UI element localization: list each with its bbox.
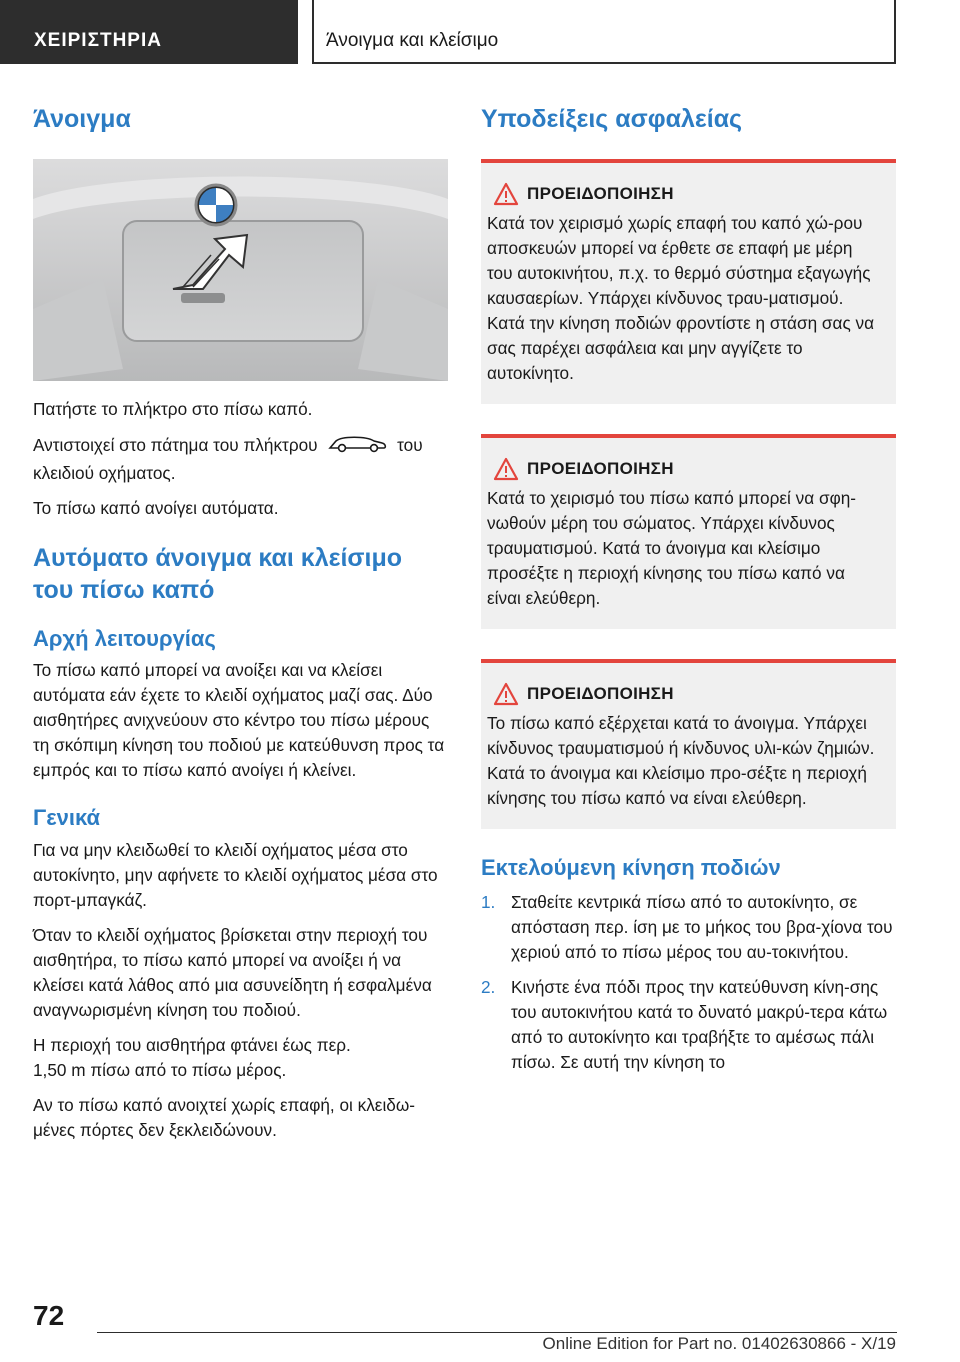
warning-box-3 xyxy=(481,659,896,829)
sensor-range-text-a: Η περιοχή του αισθητήρα φτάνει έως περ. xyxy=(33,1034,351,1055)
warning-box-1 xyxy=(481,159,896,404)
right-column xyxy=(481,100,896,1075)
paragraph-key-equivalent xyxy=(33,432,448,486)
warning-title-text-3: ΠΡΟΕΙΔΟΠΟΙΗΣΗ xyxy=(527,684,674,704)
paragraph-general-3 xyxy=(33,1033,448,1083)
heading-safety: Υποδείξεις ασφαλείας xyxy=(481,105,743,133)
step-text: Κινήστε ένα πόδι προς την κατεύθυνση κίνη-σης του αυτοκινήτου κατά το δυνατό μακρύ-τερα κάτω από το αυτοκίνητο και τραβήξτε το αμέσως πάλι πίσω. Σε αυτή την κίνηση το xyxy=(511,976,888,1072)
paragraph-principle: Το πίσω καπό μπορεί να ανοίξει και να κλείσει αυτόματα εάν έχετε το κλειδί οχήματος μαζί σας. Δύο αισθητήρες ανιχνεύουν στο κέντρο του πίσω μέρους τη σκόπιμη κίνηση του ποδιού με κατεύθυνση προς τα εμπρός και το πίσω καπό ανοίγει ή κλείνει. xyxy=(33,660,445,781)
warning-title-text-2: ΠΡΟΕΙΔΟΠΟΙΗΣΗ xyxy=(527,459,674,479)
warning-box-2 xyxy=(481,434,896,629)
key-text-c: κλειδιού οχήματος. xyxy=(33,463,176,484)
key-text-b: του xyxy=(397,435,423,456)
page-number: 72 xyxy=(33,1300,65,1331)
footer-edition: Online Edition for Part no. 01402630866 - X/19 xyxy=(542,1334,896,1353)
chapter-title: Άνοιγμα και κλείσιμο xyxy=(312,0,896,64)
step-number: 2. xyxy=(481,976,496,997)
warning-triangle-icon xyxy=(493,182,519,206)
tailgate-illustration xyxy=(33,159,448,381)
paragraph-press-button: Πατήστε το πλήκτρο στο πίσω καπό. xyxy=(33,399,313,420)
section-title: ΧΕΙΡΙΣΤΗΡΙΑ xyxy=(0,0,298,64)
heading-auto-open-close: Αυτόματο άνοιγμα και κλείσιμο του πίσω καπό xyxy=(33,544,403,604)
paragraph-general-4: Αν το πίσω καπό ανοιχτεί χωρίς επαφή, οι κλειδω-μένες πόρτες δεν ξεκλειδώνουν. xyxy=(33,1094,416,1140)
step-text: Σταθείτε κεντρικά πίσω από το αυτοκίνητο, σε απόσταση περ. ίση με το μήκος του βρα-χίονα του χεριού από το πίσω μέρος του αυ-τοκινήτου. xyxy=(511,891,893,962)
heading-opening: Άνοιγμα xyxy=(33,105,131,133)
page-header xyxy=(0,0,960,64)
steps-list xyxy=(481,890,896,1075)
warning-text-2: Κατά το χειρισμό του πίσω καπό μπορεί να σφη-νωθούν μέρη του σώματος. Υπάρχει κίνδυνος τραυματισμού. Κατά το άνοιγμα και κλείσιμο προσέξτε η περιοχή κίνησης του πίσω καπό να είναι ελεύθερη. xyxy=(487,488,856,609)
warning-text-3: Το πίσω καπό εξέρχεται κατά το άνοιγμα. Υπάρχει κίνδυνος τραυματισμού ή κίνδυνος υλι-κών ζημιών. Κατά το άνοιγμα και κλείσιμο προ-σέξτε η περιοχή κίνησης του πίσω καπό να είναι ελεύθερη. xyxy=(487,713,875,809)
footer-divider xyxy=(97,1332,897,1333)
left-column xyxy=(33,100,448,1143)
car-key-icon xyxy=(322,432,392,461)
warning-title-text-1: ΠΡΟΕΙΔΟΠΟΙΗΣΗ xyxy=(527,184,674,204)
list-item xyxy=(481,890,896,965)
sensor-range-text-b: 1,50 m πίσω από το πίσω μέρος. xyxy=(33,1059,287,1080)
warning-text-1: Κατά τον χειρισμό χωρίς επαφή του καπό χώ-ρου αποσκευών μπορεί να έρθετε σε επαφή με μέρη του αυτοκινήτου, π.χ. το θερμό σύστημα εξαγωγής καυσαερίων. Υπάρχει κίνδυνος τραυ-ματισμού. Κατά την κίνηση ποδιών φροντίστε η στάση σας να σας παρέχει ασφάλεια και μην αγγίζετε το αυτοκίνητο. xyxy=(487,213,875,384)
warning-title-1 xyxy=(487,181,882,207)
tailgate-photo xyxy=(33,159,448,381)
heading-foot-motion: Εκτελούμενη κίνηση ποδιών xyxy=(481,855,781,881)
step-number: 1. xyxy=(481,891,496,912)
warning-triangle-icon xyxy=(493,682,519,706)
paragraph-general-1: Για να μην κλειδωθεί το κλειδί οχήματος μέσα στο αυτοκίνητο, μην αφήνετε το κλειδί οχήματος μέσα στο πορτ-μπαγκάζ. xyxy=(33,839,438,910)
warning-title-3 xyxy=(487,681,882,707)
warning-title-2 xyxy=(487,456,882,482)
heading-principle: Αρχή λειτουργίας xyxy=(33,625,216,651)
warning-triangle-icon xyxy=(493,457,519,481)
list-item xyxy=(481,975,896,1075)
heading-general: Γενικά xyxy=(33,805,101,831)
key-text-a: Αντιστοιχεί στο πάτημα του πλήκτρου xyxy=(33,435,318,456)
paragraph-general-2: Όταν το κλειδί οχήματος βρίσκεται στην περιοχή του αισθητήρα, το πίσω καπό μπορεί να ανοίξει ή να κλείσει κατά λάθος από μια ασυνείδητη ή εσφαλμένα αναγνωρισμένη κίνηση του ποδιού. xyxy=(33,924,432,1020)
paragraph-opens-auto: Το πίσω καπό ανοίγει αυτόματα. xyxy=(33,498,279,519)
